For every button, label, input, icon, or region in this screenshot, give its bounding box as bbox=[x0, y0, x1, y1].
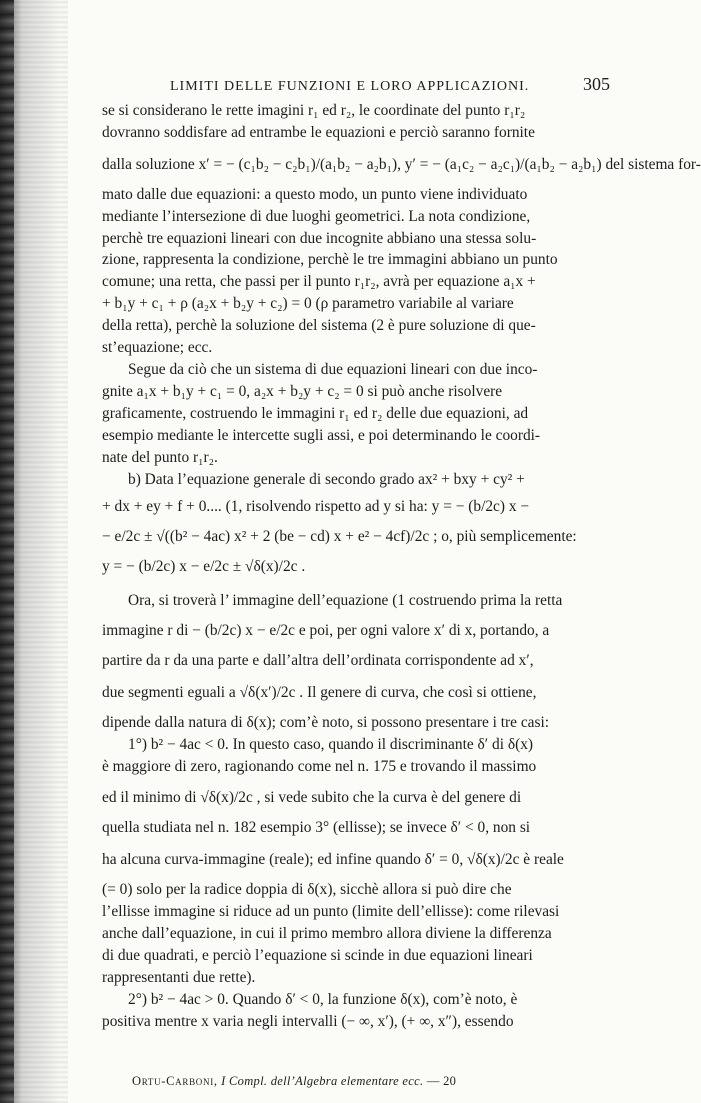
body-line: (= 0) solo per la radice doppia di δ(x), sicchè allora si può dire che bbox=[102, 881, 512, 899]
body-line: due segmenti eguali a √δ(x′)/2c . Il genere di curva, che così si ottiene, bbox=[102, 683, 537, 701]
footer-sheet: — 20 bbox=[426, 1074, 457, 1088]
body-line: y = − (b/2c) x − e/2c ± √δ(x)/2c . bbox=[102, 558, 306, 576]
scan-binding-edge bbox=[0, 0, 68, 1103]
body-line: mediante l’intersezione di due luoghi geometrici. La nota condizione, bbox=[102, 207, 531, 225]
body-line: partire da r da una parte e dall’altra dell’ordinata corrispondente ad x′, bbox=[102, 651, 534, 669]
body-line: dovranno soddisfare ad entrambe le equazioni e perciò saranno fornite bbox=[102, 123, 535, 141]
body-line: è maggiore di zero, ragionando come nel n. 175 e trovando il massimo bbox=[102, 757, 537, 775]
body-line: + b₁y + c₁ + ρ (a₂x + b₂y + c₂) = 0 (ρ parametro variabile al variare bbox=[102, 295, 514, 313]
body-line: immagine r di − (b/2c) x − e/2c e poi, per ogni valore x′ di x, portando, a bbox=[102, 622, 550, 640]
footer-title: I Compl. dell’Algebra elementare ecc. bbox=[221, 1074, 424, 1088]
body-line: nate del punto r₁r₂. bbox=[102, 448, 218, 466]
body-line: della retta), perchè la soluzione del sistema (2 è pure soluzione di que- bbox=[102, 317, 536, 335]
footer-signature bbox=[132, 1074, 552, 1089]
body-line: dalla soluzione x′ = − (c₁b₂ − c₂b₁)/(a₁b₂ − a₂b₁), y′ = − (a₁c₂ − a₂c₁)/(a₁b₂ − a₂b₁) del sistema for- bbox=[102, 155, 701, 173]
body-line: ha alcuna curva-immagine (reale); ed infine quando δ′ = 0, √δ(x)/2c è reale bbox=[102, 851, 564, 869]
body-line: perchè tre equazioni lineari con due incognite abbiano una stessa solu- bbox=[102, 229, 537, 247]
body-line: rappresentanti due rette). bbox=[102, 968, 256, 986]
body-line: b) Data l’equazione generale di secondo grado ax² + bxy + cy² + bbox=[128, 470, 525, 488]
body-line: Segue da ciò che un sistema di due equazioni lineari con due inco- bbox=[128, 360, 538, 378]
body-line: 2°) b² − 4ac > 0. Quando δ′ < 0, la funzione δ(x), com’è noto, è bbox=[128, 990, 518, 1008]
page-body bbox=[102, 100, 701, 1033]
body-line: anche dall’equazione, in cui il primo membro allora diviene la differenza bbox=[102, 925, 552, 942]
body-line: di due quadrati, e perciò l’equazione si scinde in due equazioni lineari bbox=[102, 946, 533, 964]
body-line: st’equazione; ecc. bbox=[102, 339, 213, 357]
body-line: quella studiata nel n. 182 esempio 3° (ellisse); se invece δ′ < 0, non si bbox=[102, 819, 531, 837]
footer-author: Ortu-Carboni, bbox=[132, 1074, 218, 1088]
body-line: se si considerano le rette imagini r₁ ed r₂, le coordinate del punto r₁r₂ bbox=[102, 102, 526, 119]
body-line: Ora, si troverà l’ immagine dell’equazione (1 costruendo prima la retta bbox=[128, 592, 563, 610]
body-line: mato dalle due equazioni: a questo modo, un punto viene individuato bbox=[102, 185, 528, 203]
body-line: 1°) b² − 4ac < 0. In questo caso, quando il discriminante δ′ di δ(x) bbox=[128, 735, 534, 753]
body-line: dipende dalla natura di δ(x); com’è noto, si possono presentare i tre casi: bbox=[102, 713, 550, 731]
body-line: − e/2c ± √((b² − 4ac) x² + 2 (be − cd) x + e² − 4cf)/2c ; o, più semplicemente: bbox=[102, 528, 577, 546]
body-line: esempio mediante le intercette sugli assi, e poi determinando le coordi- bbox=[102, 426, 541, 444]
body-line: ed il minimo di √δ(x)/2c , si vede subito che la curva è del genere di bbox=[102, 789, 522, 807]
body-line: positiva mentre x varia negli intervalli (− ∞, x′), (+ ∞, x″), essendo bbox=[102, 1012, 514, 1030]
body-line: gnite a₁x + b₁y + c₁ = 0, a₂x + b₂y + c₂ = 0 si può anche risolvere bbox=[102, 382, 503, 400]
body-line: + dx + ey + f + 0.... (1, risolvendo rispetto ad y si ha: y = − (b/2c) x − bbox=[102, 498, 530, 516]
page-number: 305 bbox=[583, 74, 610, 94]
body-line: l’ellisse immagine si riduce ad un punto (limite dell’ellisse): come rilevasi bbox=[102, 903, 560, 921]
body-line: zione, rappresenta la condizione, perchè le tre immagini abbiano un punto bbox=[102, 251, 558, 269]
running-title: LIMITI DELLE FUNZIONI E LORO APPLICAZIONI. bbox=[170, 79, 530, 94]
running-header bbox=[170, 74, 610, 98]
body-line: comune; una retta, che passi per il punto r₁r₂, avrà per equazione a₁x + bbox=[102, 273, 536, 291]
body-line: graficamente, costruendo le immagini r₁ ed r₂ delle due equazioni, ad bbox=[102, 404, 529, 422]
